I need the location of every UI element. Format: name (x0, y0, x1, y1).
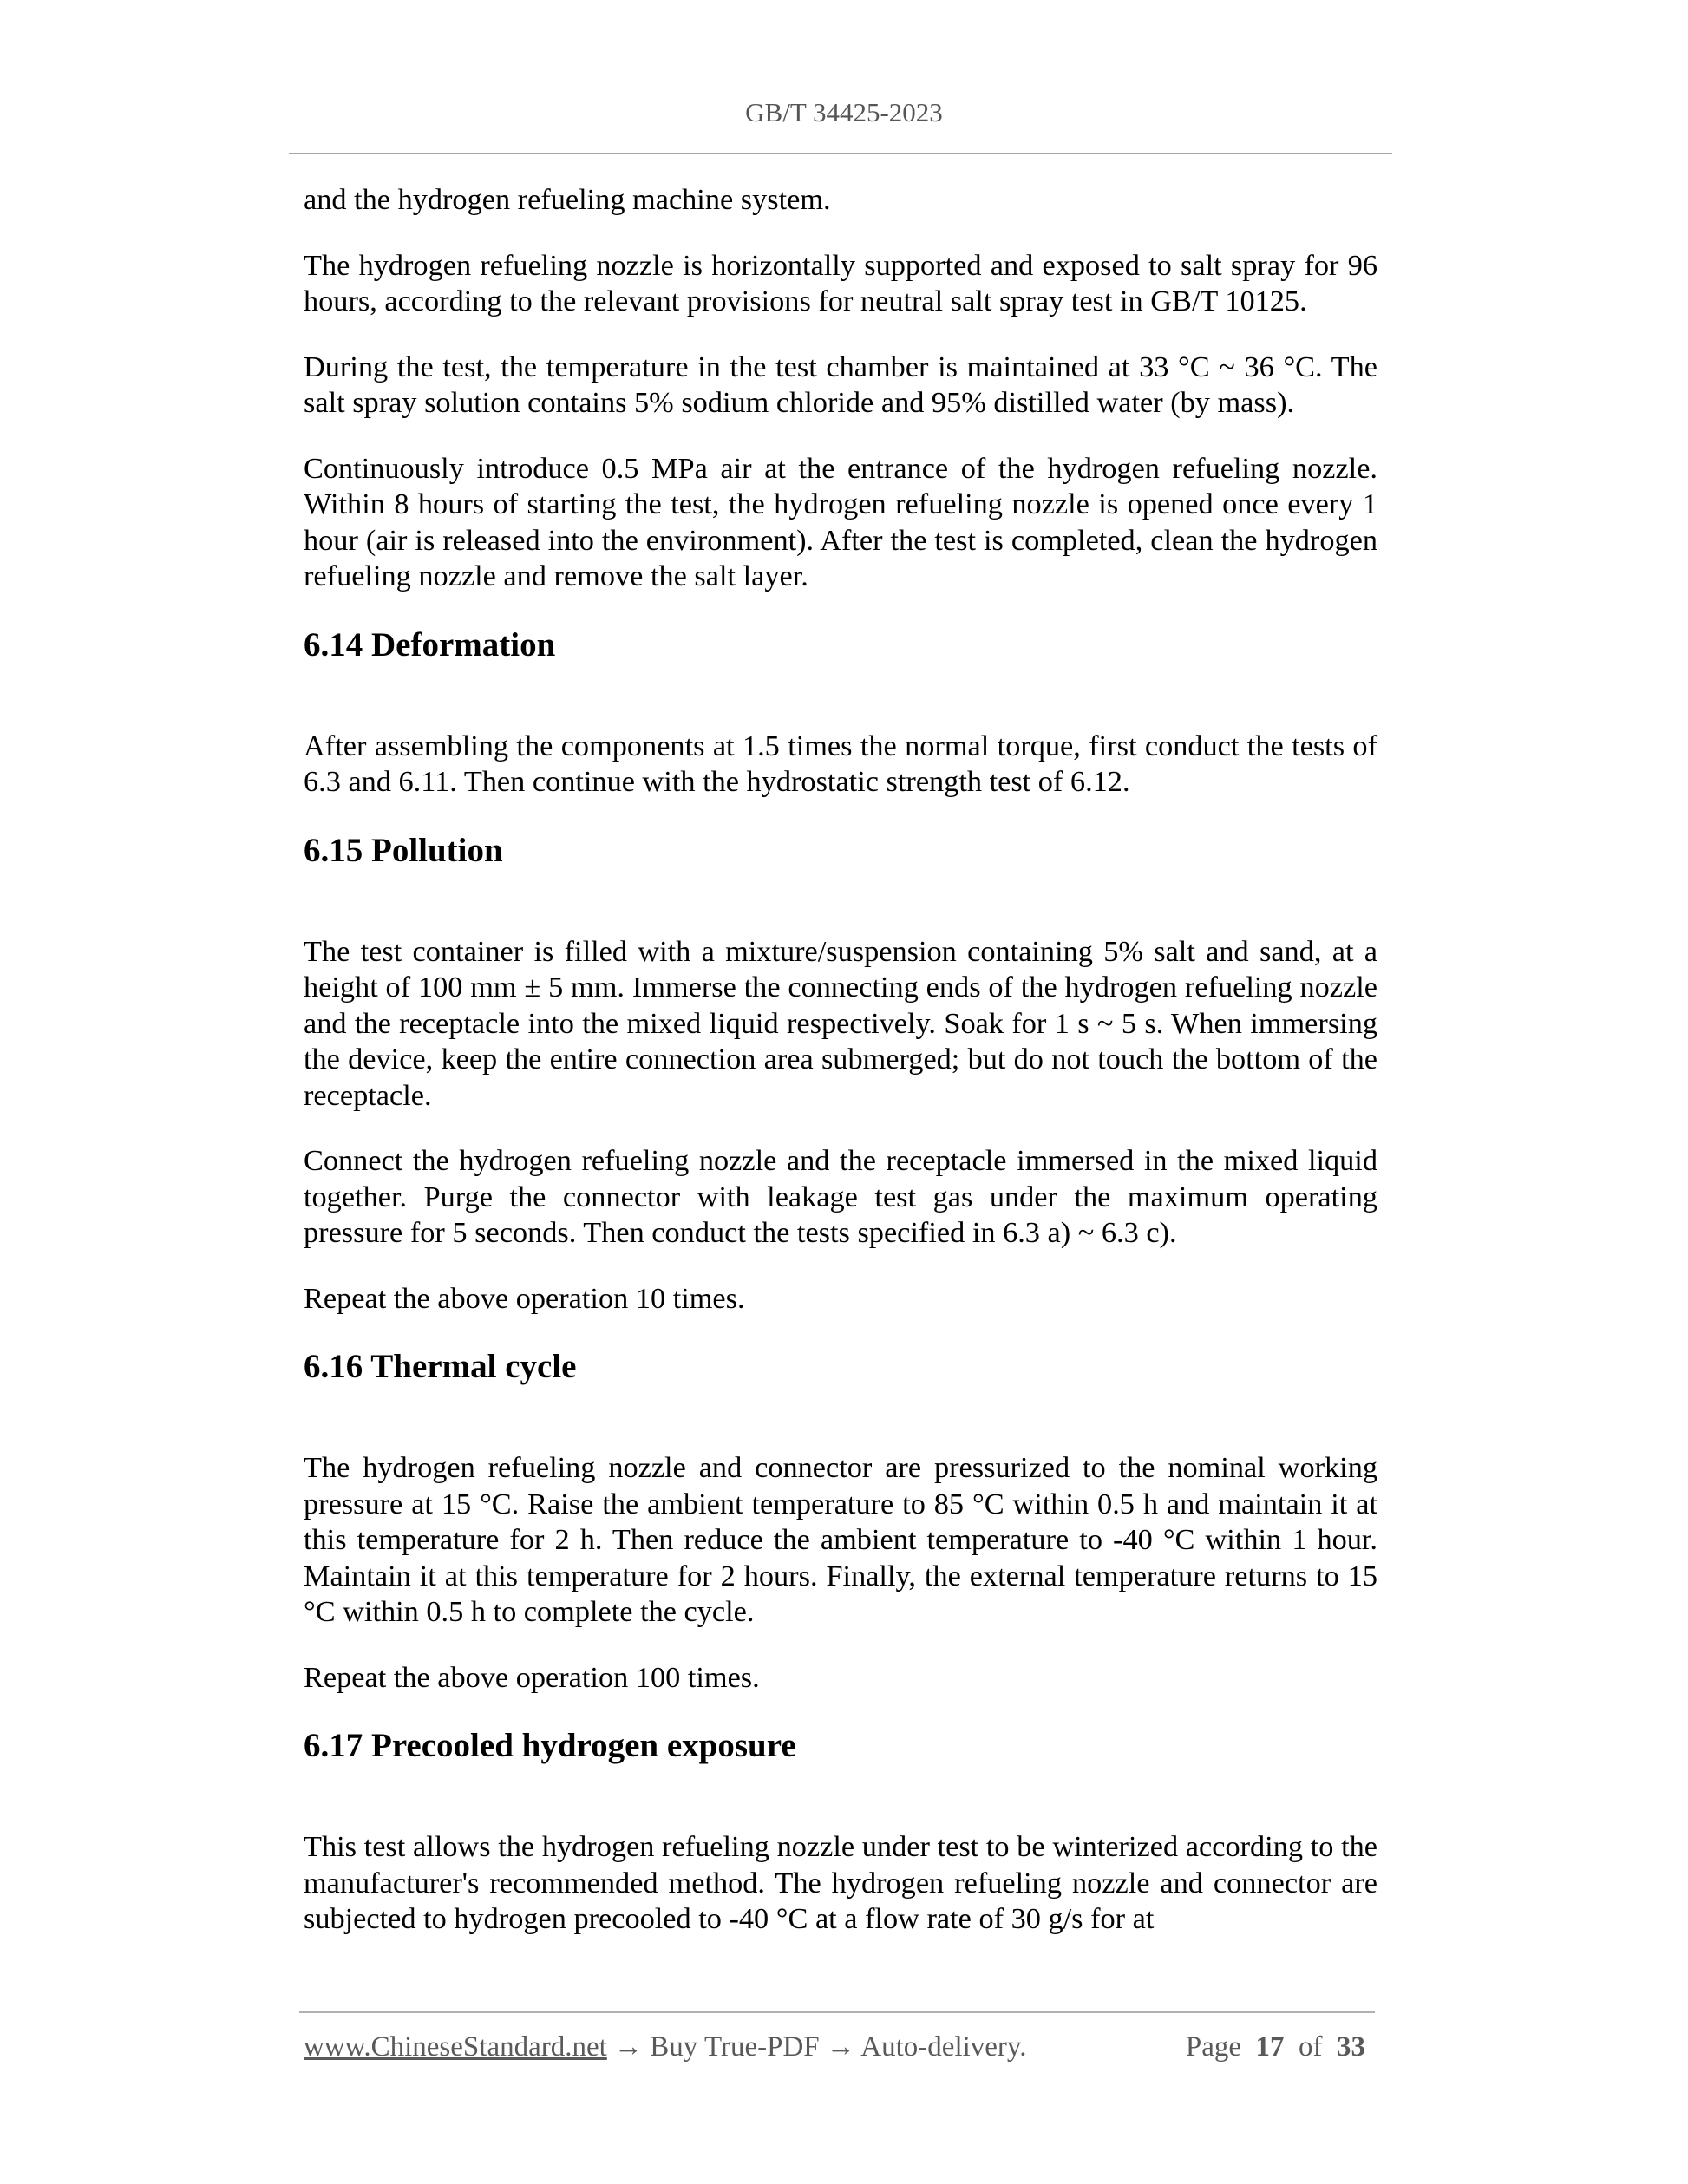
section-heading-6-16: 6.16 Thermal cycle (304, 1348, 577, 1385)
paragraph: Repeat the above operation 100 times. (304, 1660, 760, 1694)
page-header: GB/T 34425-2023 (745, 97, 943, 128)
page-current: 17 (1255, 2031, 1285, 2063)
section-heading-6-15: 6.15 Pollution (304, 831, 503, 869)
paragraph: The hydrogen refueling nozzle is horizontally supported and exposed to salt spray for 96 hours, according to the relevant provisions for neutral salt spray test in GB/T 10125. (304, 248, 1377, 317)
page-total: 33 (1337, 2031, 1365, 2063)
section-heading-6-14: 6.14 Deformation (304, 625, 556, 664)
paragraph: The hydrogen refueling nozzle and connector are pressurized to the nominal working pressure at 15 °C. Raise the ambient temperature to 85 °C within 0.5 h and maintain it at this temperature for 2 h. Then reduce the ambient temperature to -40 °C within 1 hour. Maintain it at this temperature for 2 hours. Finally, the external temperature returns to 15 °C within 0.5 h to complete the cycle. (304, 1451, 1377, 1628)
page-number (1186, 2031, 1365, 2063)
footer-promo-text: → Buy True-PDF → Auto-delivery. (606, 2031, 1027, 2063)
section-heading-6-17: 6.17 Precooled hydrogen exposure (304, 1727, 796, 1764)
header-divider (289, 153, 1392, 154)
website-link[interactable]: www.ChineseStandard.net (304, 2031, 607, 2063)
paragraph: Continuously introduce 0.5 MPa air at the entrance of the hydrogen refueling nozzle. Within 8 hours of starting the test, the hydrogen refueling nozzle is opened once every 1 hour (air is released into the environment). After the test is completed, clean the hydrogen refueling nozzle and remove the salt layer. (304, 451, 1377, 592)
page-footer (304, 2031, 1377, 2071)
paragraph: Connect the hydrogen refueling nozzle and the receptacle immersed in the mixed liquid together. Purge the connector with leakage test gas under the maximum operating pressure for 5 seconds. Then conduct the tests specified in 6.3 a) ~ 6.3 c). (304, 1144, 1377, 1249)
page-label: Page (1185, 2031, 1241, 2063)
paragraph: This test allows the hydrogen refueling nozzle under test to be winterized according to the manufacturer's recommended method. The hydrogen refueling nozzle and connector are subjected to hydrogen precooled to -40 °C at a flow rate of 30 g/s for at (304, 1830, 1377, 1935)
paragraph: During the test, the temperature in the test chamber is maintained at 33 °C ~ 36 °C. The salt spray solution contains 5% sodium chloride and 95% distilled water (by mass). (304, 350, 1377, 419)
paragraph: Repeat the above operation 10 times. (304, 1281, 745, 1315)
paragraph: After assembling the components at 1.5 times the normal torque, first conduct the tests of 6.3 and 6.11. Then continue with the hydrostatic strength test of 6.12. (304, 729, 1377, 798)
paragraph: The test container is filled with a mixture/suspension containing 5% salt and sand, at a height of 100 mm ± 5 mm. Immerse the connecting ends of the hydrogen refueling nozzle and the receptacle into the mixed liquid respectively. Soak for 1 s ~ 5 s. When immersing the device, keep the entire connection area submerged; but do not touch the bottom of the receptacle. (304, 934, 1377, 1112)
paragraph: and the hydrogen refueling machine system. (304, 183, 831, 216)
document-body (304, 182, 1377, 1967)
footer-promo (304, 2031, 1027, 2063)
page-of-label: of (1299, 2031, 1323, 2063)
footer-divider (299, 2011, 1375, 2013)
